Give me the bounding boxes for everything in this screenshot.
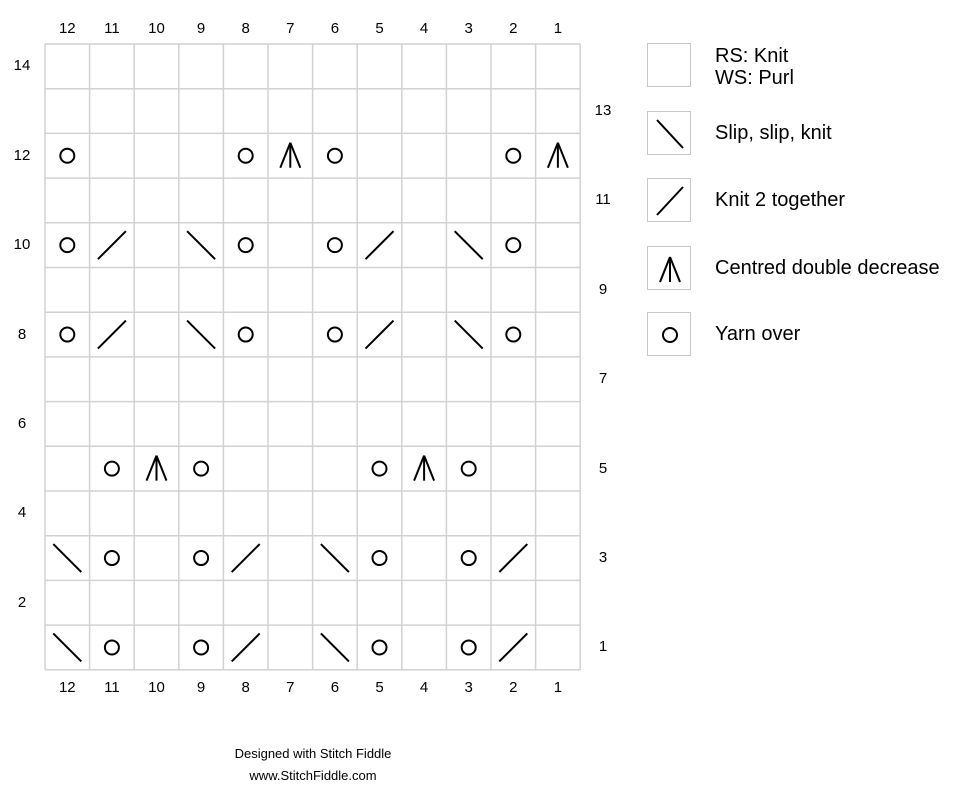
yarn-over-symbol	[373, 462, 387, 476]
cdd-symbol-right	[558, 143, 568, 168]
yarn-over-symbol	[462, 462, 476, 476]
yarn-over-symbol	[105, 640, 119, 654]
k2tog-symbol	[366, 321, 394, 349]
yarn-over-symbol	[194, 462, 208, 476]
column-number-bottom: 11	[104, 679, 120, 696]
column-number-top: 7	[286, 20, 295, 37]
column-number-bottom: 5	[375, 679, 384, 696]
row-number-right: 11	[595, 191, 611, 209]
yarn-over-symbol	[506, 149, 520, 163]
row-number-right: 7	[598, 370, 608, 388]
row-number-left: 4	[17, 504, 27, 522]
row-number-left: 8	[17, 325, 27, 343]
legend-label-k2tog: Knit 2 together	[715, 189, 846, 211]
k2tog-symbol	[499, 633, 527, 661]
legend-swatch-cdd	[647, 246, 691, 290]
yarn-over-symbol	[506, 328, 520, 342]
ssk-symbol	[187, 231, 215, 259]
yarn-over-symbol	[105, 462, 119, 476]
ssk-symbol	[53, 544, 81, 572]
yarn-over-icon	[648, 313, 692, 357]
k2tog-symbol	[366, 231, 394, 259]
k2tog-icon	[648, 179, 692, 223]
row-number-left: 10	[13, 236, 31, 254]
k2tog-symbol	[232, 544, 260, 572]
column-number-bottom: 2	[509, 679, 518, 696]
column-number-top: 1	[553, 20, 563, 37]
k2tog-symbol	[232, 633, 260, 661]
cdd-symbol-right	[290, 143, 300, 168]
yarn-over-symbol	[239, 149, 253, 163]
column-number-top: 5	[375, 20, 384, 37]
yarn-over-symbol	[462, 640, 476, 654]
legend-label-yo: Yarn over	[715, 323, 801, 345]
column-number-bottom: 1	[553, 679, 563, 696]
column-number-bottom: 8	[241, 679, 250, 696]
column-number-bottom: 3	[464, 679, 473, 696]
yarn-over-symbol	[373, 640, 387, 654]
legend-swatch-yo	[647, 312, 691, 356]
column-number-bottom: 10	[148, 679, 165, 696]
cdd-symbol-right	[424, 456, 434, 481]
column-number-top: 9	[196, 20, 206, 37]
legend-swatch-ssk	[647, 111, 691, 155]
yarn-over-symbol	[105, 551, 119, 565]
column-number-top: 4	[419, 20, 429, 37]
row-number-left: 6	[17, 414, 27, 432]
column-number-top: 2	[509, 20, 518, 37]
legend-swatch-knit	[647, 43, 691, 87]
centred-double-decrease-icon	[648, 247, 692, 291]
column-number-top: 11	[104, 20, 120, 37]
ssk-symbol	[321, 633, 349, 661]
row-number-right: 13	[594, 102, 612, 120]
column-number-top: 6	[330, 20, 340, 37]
row-number-right: 9	[598, 280, 608, 298]
column-number-top: 12	[58, 20, 76, 37]
yarn-over-symbol	[328, 328, 342, 342]
cdd-symbol-left	[548, 143, 558, 168]
column-number-top: 3	[464, 20, 473, 37]
cdd-symbol-left	[280, 143, 290, 168]
legend-label-cdd: Centred double decrease	[715, 257, 940, 279]
column-number-bottom: 4	[419, 679, 429, 696]
legend-label-knit: RS: Knit WS: Purl	[715, 45, 794, 89]
yarn-over-symbol	[373, 551, 387, 565]
row-number-left: 14	[13, 57, 31, 75]
legend-swatch-k2tog	[647, 178, 691, 222]
legend-label-ssk: Slip, slip, knit	[715, 122, 832, 144]
k2tog-symbol	[98, 321, 126, 349]
column-number-bottom: 6	[330, 679, 340, 696]
ssk-symbol	[321, 544, 349, 572]
footer-url[interactable]: www.StitchFiddle.com	[249, 768, 377, 783]
yarn-over-symbol	[239, 328, 253, 342]
ssk-symbol	[53, 633, 81, 661]
column-number-bottom: 7	[286, 679, 295, 696]
row-number-right: 3	[598, 549, 608, 567]
cdd-symbol-left	[414, 456, 424, 481]
cdd-symbol-right	[157, 456, 167, 481]
yarn-over-symbol	[60, 328, 74, 342]
row-number-left: 12	[13, 146, 31, 164]
column-number-top: 10	[148, 20, 165, 37]
yarn-over-symbol	[239, 238, 253, 252]
yarn-over-symbol	[60, 149, 74, 163]
ssk-symbol	[455, 231, 483, 259]
column-number-bottom: 9	[196, 679, 206, 696]
yarn-over-symbol	[328, 149, 342, 163]
yarn-over-symbol	[194, 551, 208, 565]
ssk-symbol	[187, 321, 215, 349]
ssk-symbol	[455, 321, 483, 349]
yarn-over-symbol	[194, 640, 208, 654]
row-number-right: 1	[598, 638, 608, 656]
k2tog-symbol	[499, 544, 527, 572]
footer-credit: Designed with Stitch Fiddle	[234, 746, 392, 761]
ssk-icon	[648, 112, 692, 156]
row-number-left: 2	[17, 593, 27, 611]
column-number-top: 8	[241, 20, 250, 37]
yarn-over-symbol	[328, 238, 342, 252]
cdd-symbol-left	[147, 456, 157, 481]
column-number-bottom: 12	[58, 679, 76, 696]
yarn-over-symbol	[506, 238, 520, 252]
yarn-over-symbol	[60, 238, 74, 252]
k2tog-symbol	[98, 231, 126, 259]
yarn-over-symbol	[462, 551, 476, 565]
row-number-right: 5	[598, 459, 608, 477]
